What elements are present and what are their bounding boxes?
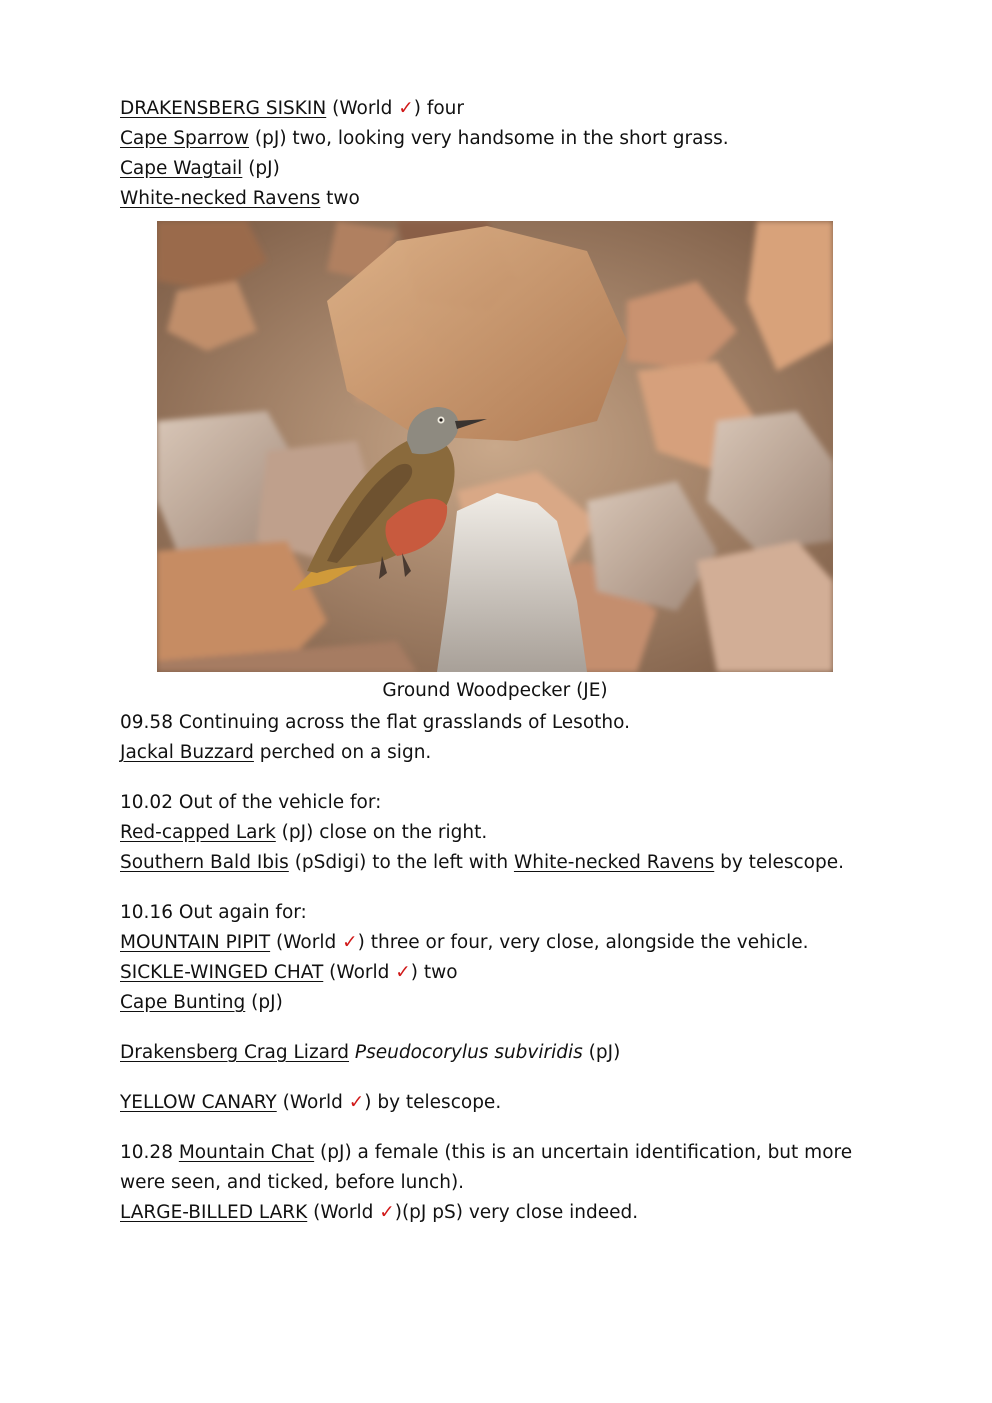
species-name: Cape Bunting [120, 992, 246, 1013]
time-entry: 09.58 Continuing across the flat grasslands of Lesotho. [120, 712, 630, 733]
document-page [120, 94, 880, 1228]
sighting-paragraph: 10.28 Mountain Chat (pJ) a female (this is an uncertain identification, but more were seen, and ticked, before lunch). [120, 1142, 853, 1193]
species-name: SICKLE-WINGED CHAT [120, 962, 324, 983]
tick-icon: ✓ [348, 1092, 365, 1113]
species-name: DRAKENSBERG SISKIN [120, 98, 327, 119]
sighting-line: Cape Bunting (pJ) [120, 992, 283, 1013]
species-name: YELLOW CANARY [120, 1092, 277, 1113]
sighting-line: Drakensberg Crag Lizard Pseudocorylus subviridis (pJ) [120, 1042, 621, 1063]
bird-photo-image [157, 221, 833, 672]
tick-icon: ✓ [398, 98, 414, 119]
species-name: Red-capped Lark [120, 822, 276, 843]
tick-icon: ✓ [395, 962, 411, 983]
sighting-line: LARGE-BILLED LARK (World ✓)(pJ pS) very close indeed. [120, 1202, 639, 1223]
sighting-line: Red-capped Lark (pJ) close on the right. [120, 822, 488, 843]
bird-photo [157, 221, 833, 672]
species-name: MOUNTAIN PIPIT [120, 932, 271, 953]
sighting-line: Cape Sparrow (pJ) two, looking very handsome in the short grass. [120, 128, 729, 149]
sighting-line: YELLOW CANARY (World ✓) by telescope. [120, 1092, 502, 1113]
species-name: LARGE-BILLED LARK [120, 1202, 308, 1223]
sighting-line: DRAKENSBERG SISKIN (World ✓) four [120, 98, 465, 119]
species-name: Mountain Chat [178, 1142, 315, 1163]
sighting-line: SICKLE-WINGED CHAT (World ✓) two [120, 962, 458, 983]
sighting-line: MOUNTAIN PIPIT (World ✓) three or four, very close, alongside the vehicle. [120, 932, 809, 953]
sighting-line: Cape Wagtail (pJ) [120, 158, 280, 179]
time-entry: 10.16 Out again for: [120, 902, 307, 923]
species-name: White-necked Ravens [120, 188, 321, 209]
sighting-line: Jackal Buzzard perched on a sign. [120, 742, 432, 763]
tick-icon: ✓ [379, 1202, 395, 1223]
species-name: Southern Bald Ibis [120, 852, 289, 873]
species-name: White-necked Ravens [513, 852, 715, 873]
species-name: Cape Wagtail [120, 158, 243, 179]
photo-caption: Ground Woodpecker (JE) [382, 680, 608, 701]
latin-name: Pseudocorylus subviridis [354, 1042, 583, 1063]
species-name: Cape Sparrow [120, 128, 250, 149]
species-name: Drakensberg Crag Lizard [120, 1042, 350, 1063]
sighting-line: White-necked Ravens two [120, 188, 360, 209]
sighting-line: Southern Bald Ibis (pSdigi) to the left with White-necked Ravens by telescope. [120, 852, 844, 873]
species-name: Jackal Buzzard [120, 742, 254, 763]
tick-icon: ✓ [342, 932, 358, 953]
time-entry: 10.02 Out of the vehicle for: [120, 792, 382, 813]
